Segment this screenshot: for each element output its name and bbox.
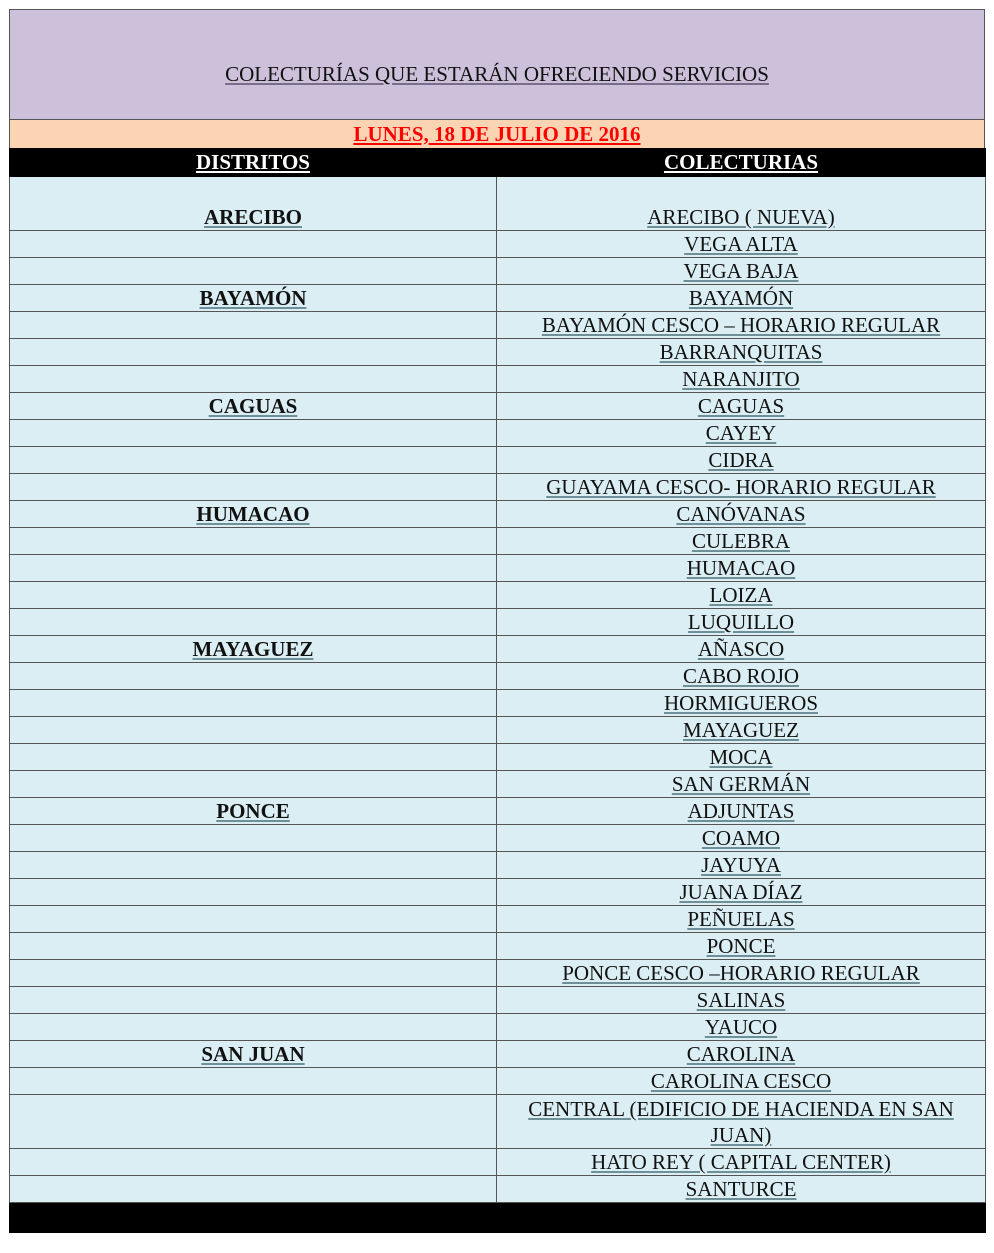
colecturia-name: BARRANQUITAS [659, 340, 823, 364]
colecturia-cell [497, 1149, 986, 1176]
colecturia-name: HUMACAO [686, 556, 796, 580]
colecturia-cell [497, 474, 986, 501]
table-row [10, 258, 986, 285]
colecturia-cell [497, 393, 986, 420]
table-row [10, 798, 986, 825]
colecturia-cell [497, 636, 986, 663]
district-cell [10, 960, 497, 987]
colecturia-name: ADJUNTAS [687, 799, 795, 823]
colecturia-cell [497, 312, 986, 339]
district-name: BAYAMÓN [199, 286, 307, 310]
district-cell [10, 879, 497, 906]
colecturia-name: MOCA [709, 745, 773, 769]
table-row [10, 1176, 986, 1203]
district-cell [10, 771, 497, 798]
district-cell [10, 312, 497, 339]
table-row [10, 285, 986, 312]
district-cell [10, 906, 497, 933]
district-cell [10, 744, 497, 771]
colecturia-cell [497, 1095, 986, 1149]
table-row [10, 501, 986, 528]
table-row [10, 231, 986, 258]
colecturia-cell [497, 501, 986, 528]
table-row [10, 1014, 986, 1041]
table-row [10, 609, 986, 636]
table-row [10, 690, 986, 717]
table-row [10, 771, 986, 798]
colecturia-cell [497, 879, 986, 906]
colecturia-name: YAUCO [704, 1015, 778, 1039]
district-cell [10, 285, 497, 312]
district-cell [10, 825, 497, 852]
table-row [10, 744, 986, 771]
colecturia-name: AÑASCO [697, 637, 785, 661]
footer-cell [497, 1203, 986, 1233]
table-row [10, 177, 986, 231]
colecturia-name: MAYAGUEZ [683, 718, 799, 742]
table-row [10, 555, 986, 582]
colecturia-cell [497, 663, 986, 690]
colecturia-name: SANTURCE [685, 1177, 797, 1201]
table-row [10, 717, 986, 744]
district-cell [10, 636, 497, 663]
colecturia-cell [497, 1014, 986, 1041]
colecturia-cell [497, 582, 986, 609]
colecturia-cell [497, 825, 986, 852]
colecturia-cell [497, 231, 986, 258]
table-row [10, 906, 986, 933]
colecturia-cell [497, 366, 986, 393]
colecturia-name: JAYUYA [701, 853, 781, 877]
district-cell [10, 393, 497, 420]
colecturia-name: CANÓVANAS [676, 502, 806, 526]
colecturia-name: PEÑUELAS [687, 907, 795, 931]
district-name: SAN JUAN [201, 1042, 305, 1066]
table-row [10, 582, 986, 609]
district-name: MAYAGUEZ [192, 637, 314, 661]
colecturia-name: PONCE CESCO –HORARIO REGULAR [562, 961, 920, 985]
table-row [10, 879, 986, 906]
colecturia-cell [497, 906, 986, 933]
colecturia-cell [497, 609, 986, 636]
table-row [10, 474, 986, 501]
district-cell [10, 933, 497, 960]
district-cell [10, 609, 497, 636]
district-cell [10, 1095, 497, 1149]
colecturia-cell [497, 1176, 986, 1203]
colecturia-cell [497, 717, 986, 744]
date-banner [9, 120, 985, 148]
table-row [10, 987, 986, 1014]
colecturia-cell [497, 528, 986, 555]
district-name: HUMACAO [196, 502, 310, 526]
district-cell [10, 258, 497, 285]
table-row [10, 1149, 986, 1176]
district-cell [10, 474, 497, 501]
title-banner [9, 9, 985, 120]
table-row [10, 339, 986, 366]
colecturia-name: CAYEY [705, 421, 777, 445]
table-row [10, 312, 986, 339]
colecturia-cell [497, 744, 986, 771]
district-cell [10, 555, 497, 582]
colecturia-name: CAGUAS [697, 394, 785, 418]
colecturia-name: CULEBRA [691, 529, 790, 553]
district-name: PONCE [216, 799, 290, 823]
colecturia-name: CENTRAL (EDIFICIO DE HACIENDA EN SAN JUAN) [528, 1097, 954, 1147]
district-cell [10, 447, 497, 474]
colecturias-header: COLECTURIAS [497, 149, 986, 177]
district-cell [10, 528, 497, 555]
colecturia-name: GUAYAMA CESCO- HORARIO REGULAR [546, 475, 936, 499]
table-row [10, 852, 986, 879]
district-cell [10, 663, 497, 690]
colecturia-name: HATO REY ( CAPITAL CENTER) [591, 1150, 891, 1174]
district-cell [10, 798, 497, 825]
table-row [10, 663, 986, 690]
district-cell [10, 339, 497, 366]
colecturia-cell [497, 420, 986, 447]
colecturia-name: CIDRA [708, 448, 774, 472]
district-cell [10, 690, 497, 717]
colecturia-cell [497, 285, 986, 312]
colecturias-table [9, 148, 986, 1233]
colecturia-cell [497, 1068, 986, 1095]
colecturia-name: ARECIBO ( NUEVA) [647, 205, 835, 229]
table-row [10, 960, 986, 987]
district-cell [10, 1149, 497, 1176]
district-cell [10, 582, 497, 609]
colecturia-name: VEGA ALTA [684, 232, 798, 256]
table-row [10, 1095, 986, 1149]
district-cell [10, 1176, 497, 1203]
colecturia-cell [497, 177, 986, 231]
footer-cell [10, 1203, 497, 1233]
colecturia-cell [497, 447, 986, 474]
colecturia-cell [497, 690, 986, 717]
colecturia-cell [497, 339, 986, 366]
table-header-row [10, 149, 986, 177]
colecturia-cell [497, 933, 986, 960]
page-title: COLECTURÍAS QUE ESTARÁN OFRECIENDO SERVICIOS [225, 62, 769, 86]
colecturia-name: JUANA DÍAZ [679, 880, 803, 904]
table-row [10, 393, 986, 420]
colecturia-cell [497, 960, 986, 987]
colecturia-name: CAROLINA CESCO [650, 1069, 832, 1093]
colecturia-name: NARANJITO [682, 367, 800, 391]
colecturia-cell [497, 852, 986, 879]
colecturia-cell [497, 258, 986, 285]
district-cell [10, 231, 497, 258]
colecturia-name: CAROLINA [686, 1042, 796, 1066]
district-cell [10, 852, 497, 879]
district-cell [10, 1041, 497, 1068]
colecturia-cell [497, 555, 986, 582]
district-name: ARECIBO [203, 205, 303, 229]
table-row [10, 528, 986, 555]
colecturia-cell [497, 987, 986, 1014]
colecturia-name: PONCE [706, 934, 776, 958]
colecturia-cell [497, 1041, 986, 1068]
colecturia-name: CABO ROJO [682, 664, 800, 688]
colecturia-name: SAN GERMÁN [671, 772, 811, 796]
colecturia-cell [497, 798, 986, 825]
district-name: CAGUAS [208, 394, 298, 418]
district-cell [10, 987, 497, 1014]
district-cell [10, 501, 497, 528]
document-sheet [9, 9, 985, 1233]
colecturia-name: BAYAMÓN [688, 286, 794, 310]
district-cell [10, 717, 497, 744]
date-label: LUNES, 18 DE JULIO DE 2016 [353, 121, 641, 146]
colecturia-name: SALINAS [696, 988, 786, 1012]
table-row [10, 636, 986, 663]
table-row [10, 933, 986, 960]
colecturia-name: COAMO [701, 826, 781, 850]
colecturia-name: LOIZA [709, 583, 773, 607]
district-cell [10, 177, 497, 231]
district-cell [10, 420, 497, 447]
table-row [10, 420, 986, 447]
colecturia-name: VEGA BAJA [683, 259, 799, 283]
colecturia-name: LUQUILLO [687, 610, 795, 634]
colecturia-name: HORMIGUEROS [663, 691, 818, 715]
district-cell [10, 1014, 497, 1041]
table-row [10, 366, 986, 393]
colecturia-cell [497, 771, 986, 798]
district-cell [10, 366, 497, 393]
table-row [10, 1041, 986, 1068]
district-cell [10, 1068, 497, 1095]
colecturia-name: BAYAMÓN CESCO – HORARIO REGULAR [541, 313, 941, 337]
table-row [10, 447, 986, 474]
districts-header: DISTRITOS [10, 149, 497, 177]
table-footer-row [10, 1203, 986, 1233]
table-row [10, 825, 986, 852]
table-row [10, 1068, 986, 1095]
